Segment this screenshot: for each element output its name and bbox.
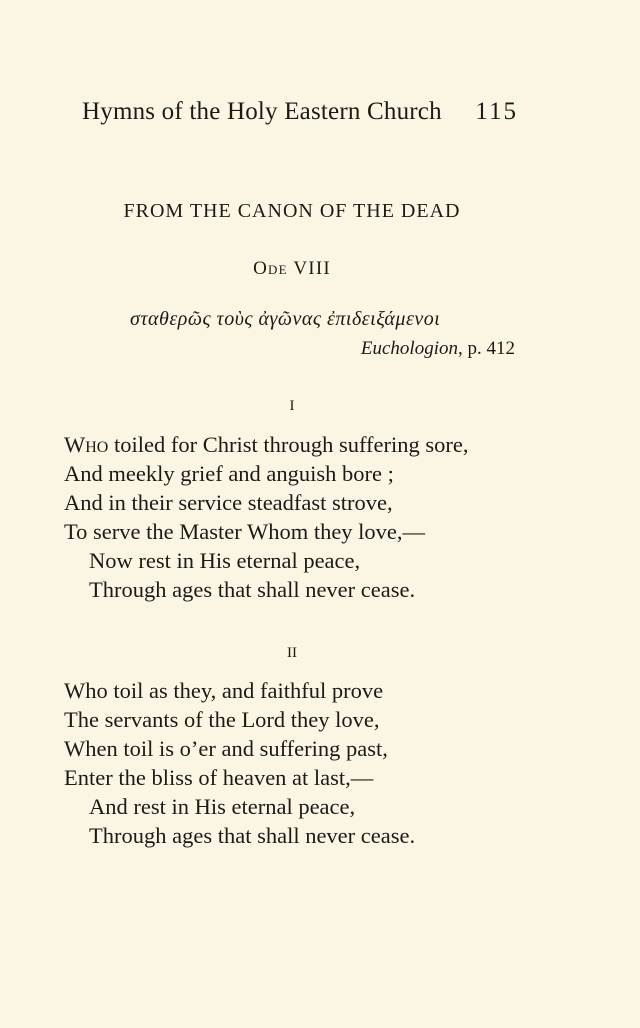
stanza-number: I (289, 398, 295, 414)
verse-line: When toil is o’er and suffering past, (64, 736, 388, 761)
page-number: 115 (475, 98, 518, 125)
epigraph-citation (361, 338, 515, 360)
stanza (64, 676, 415, 850)
verse-line: Enter the bliss of heaven at last,— (64, 765, 374, 790)
running-head (82, 98, 518, 132)
verse-line: Through ages that shall never cease. (89, 823, 416, 848)
stanza (64, 430, 469, 604)
verse-line: And in their service steadfast strove, (64, 490, 393, 515)
stanza-number: II (287, 645, 297, 661)
verse-line: And meekly grief and anguish bore ; (64, 461, 394, 486)
hymn-heading: FROM THE CANON OF THE DEAD (123, 200, 461, 222)
verse-first-word: Who (64, 432, 109, 457)
verse-line: Who toil as they, and faithful prove (64, 678, 384, 703)
greek-epigraph: σταθερῶς τοὺς ἀγῶνας ἐπιδειξάμενοι (130, 308, 441, 330)
ode-subheading: Ode VIII (253, 258, 331, 279)
verse-line: Through ages that shall never cease. (89, 577, 416, 602)
verse-line: And rest in His eternal peace, (89, 794, 356, 819)
verse-line: To serve the Master Whom they love,— (64, 519, 426, 544)
citation-page: , p. 412 (458, 338, 515, 359)
verse-line: Now rest in His eternal peace, (89, 548, 361, 573)
citation-work: Euchologion (360, 338, 458, 359)
verse-line: The servants of the Lord they love, (64, 707, 380, 732)
running-head-title: Hymns of the Holy Eastern Church (82, 98, 442, 125)
verse-first-line-rest: toiled for Christ through suffering sore, (108, 432, 469, 457)
verse-line (64, 430, 469, 459)
